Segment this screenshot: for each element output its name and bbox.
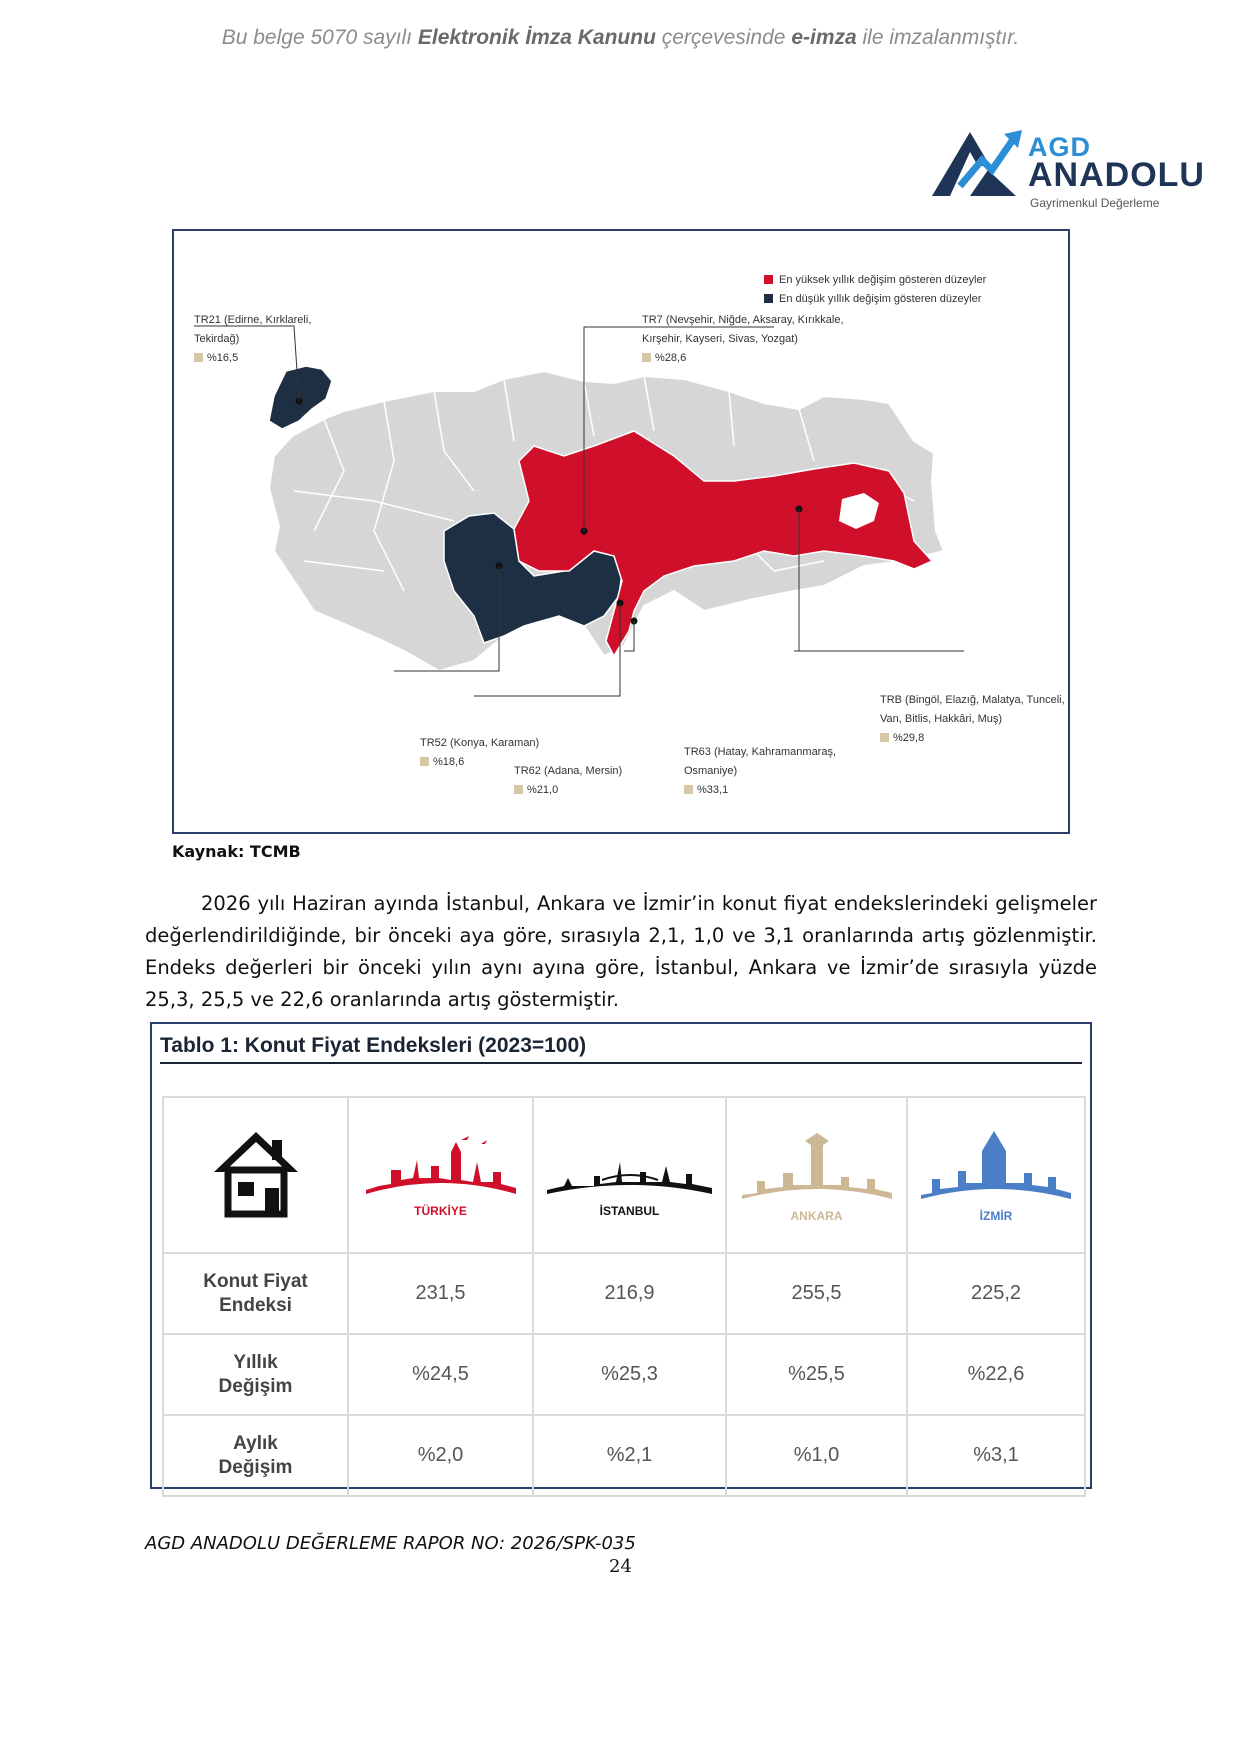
table-row bbox=[163, 1415, 1085, 1496]
column-name-istanbul: İSTANBUL bbox=[599, 1204, 660, 1218]
row-label-line1: Aylık bbox=[233, 1432, 278, 1454]
legend-label-low: En düşük yıllık değişim gösteren düzeyler bbox=[779, 293, 982, 305]
row-label-line2: Değişim bbox=[218, 1375, 293, 1397]
table-title: Tablo 1: Konut Fiyat Endeksleri (2023=100) bbox=[160, 1034, 587, 1057]
price-index-table bbox=[162, 1096, 1086, 1497]
region-value: %16,5 bbox=[194, 349, 311, 368]
row-label-index bbox=[163, 1253, 348, 1334]
banner-text: Bu belge 5070 sayılı bbox=[221, 26, 418, 49]
house-icon bbox=[210, 1126, 302, 1218]
company-logo bbox=[930, 126, 1210, 210]
region-value: %33,1 bbox=[684, 781, 836, 800]
legend-swatch-dark bbox=[764, 294, 773, 303]
region-label-trb bbox=[880, 691, 1065, 748]
region-name: TR7 (Nevşehir, Niğde, Aksaray, Kırıkkale, bbox=[642, 314, 844, 326]
region-name-cont: Tekirdağ) bbox=[194, 333, 240, 345]
cell-monthly-turkiye: %2,0 bbox=[348, 1415, 533, 1496]
logo-tagline: Gayrimenkul Değerleme bbox=[1030, 196, 1160, 210]
region-name: TR21 (Edirne, Kırklareli, bbox=[194, 314, 312, 326]
column-name-turkiye: TÜRKİYE bbox=[414, 1204, 467, 1218]
row-label-line2: Endeksi bbox=[219, 1294, 292, 1316]
region-value: %29,8 bbox=[880, 729, 1065, 748]
cell-monthly-ankara: %1,0 bbox=[726, 1415, 907, 1496]
map-legend bbox=[764, 271, 986, 309]
header-istanbul-cell bbox=[533, 1097, 726, 1253]
table-header-row bbox=[163, 1097, 1085, 1253]
row-label-line1: Konut Fiyat bbox=[203, 1270, 308, 1292]
cell-index-ankara: 255,5 bbox=[726, 1253, 907, 1334]
column-name-ankara: ANKARA bbox=[790, 1209, 843, 1223]
row-label-annual bbox=[163, 1334, 348, 1415]
logo-anadolu: ANADOLU bbox=[1028, 156, 1205, 194]
cell-annual-ankara: %25,5 bbox=[726, 1334, 907, 1415]
cell-annual-istanbul: %25,3 bbox=[533, 1334, 726, 1415]
legend-item-low bbox=[764, 290, 986, 309]
turkiye-skyline-icon bbox=[361, 1132, 521, 1202]
izmir-skyline-icon bbox=[916, 1127, 1076, 1207]
region-name-cont: Kırşehir, Kayseri, Sivas, Yozgat) bbox=[642, 333, 798, 345]
region-name-cont: Van, Bitlis, Hakkâri, Muş) bbox=[880, 713, 1003, 725]
logo-agd: AGD bbox=[1028, 132, 1091, 162]
region-label-tr21 bbox=[194, 311, 311, 368]
cell-index-istanbul: 216,9 bbox=[533, 1253, 726, 1334]
region-label-tr63 bbox=[684, 743, 836, 800]
price-index-table-figure bbox=[150, 1022, 1092, 1489]
row-label-line2: Değişim bbox=[218, 1456, 293, 1478]
banner-bold-esign: e-imza bbox=[791, 26, 857, 49]
logo-mark-icon bbox=[930, 126, 1026, 202]
cell-monthly-istanbul: %2,1 bbox=[533, 1415, 726, 1496]
cell-monthly-izmir: %3,1 bbox=[907, 1415, 1085, 1496]
table-row bbox=[163, 1334, 1085, 1415]
cell-index-izmir: 225,2 bbox=[907, 1253, 1085, 1334]
region-value: %18,6 bbox=[420, 753, 539, 772]
cell-index-turkiye: 231,5 bbox=[348, 1253, 533, 1334]
regional-map-figure bbox=[172, 229, 1070, 834]
legend-item-high bbox=[764, 271, 986, 290]
row-label-line1: Yıllık bbox=[233, 1351, 278, 1373]
region-name-cont: Osmaniye) bbox=[684, 765, 738, 777]
cell-annual-turkiye: %24,5 bbox=[348, 1334, 533, 1415]
header-house-cell bbox=[163, 1097, 348, 1253]
region-name: TR52 (Konya, Karaman) bbox=[420, 737, 540, 749]
ankara-skyline-icon bbox=[737, 1127, 897, 1207]
report-footer: AGD ANADOLU DEĞERLEME RAPOR NO: 2026/SPK-035 bbox=[145, 1533, 636, 1554]
region-name: TR62 (Adana, Mersin) bbox=[514, 765, 623, 777]
legend-swatch-red bbox=[764, 275, 773, 284]
e-signature-banner bbox=[0, 26, 1241, 50]
header-izmir-cell bbox=[907, 1097, 1085, 1253]
region-value: %21,0 bbox=[514, 781, 622, 800]
figure-source: Kaynak: TCMB bbox=[172, 842, 301, 861]
region-value: %28,6 bbox=[642, 349, 844, 368]
banner-text-mid: çerçevesinde bbox=[655, 26, 792, 49]
region-name: TR63 (Hatay, Kahramanmaraş, bbox=[684, 746, 837, 758]
row-label-monthly bbox=[163, 1415, 348, 1496]
column-name-izmir: İZMİR bbox=[979, 1209, 1013, 1223]
istanbul-skyline-icon bbox=[542, 1132, 717, 1202]
page-number: 24 bbox=[609, 1556, 632, 1577]
banner-bold-law: Elektronik İmza Kanunu bbox=[417, 26, 656, 49]
header-turkiye-cell bbox=[348, 1097, 533, 1253]
table-row bbox=[163, 1253, 1085, 1334]
region-name: TRB (Bingöl, Elazığ, Malatya, Tunceli, bbox=[880, 694, 1065, 706]
header-ankara-cell bbox=[726, 1097, 907, 1253]
body-paragraph: 2026 yılı Haziran ayında İstanbul, Ankara ve İzmir’in konut fiyat endekslerindeki gelişmeler değerlendirildiğinde, bir önceki aya göre, sırasıyla 2,1, 1,0 ve 3,1 oranlarında artış gözlenmiştir. Endeks değerleri bir önceki yılın aynı ayına göre, İstanbul, Ankara ve İzmir’de sırasıyla yüzde 25,3, 25,5 ve 22,6 oranlarında artış göstermiştir. bbox=[145, 892, 1097, 1011]
region-label-tr7 bbox=[642, 311, 844, 368]
region-label-tr62 bbox=[514, 762, 622, 800]
banner-text-end: ile imzalanmıştır. bbox=[856, 26, 1020, 49]
legend-label-high: En yüksek yıllık değişim gösteren düzeyler bbox=[779, 274, 987, 286]
table-title-rule bbox=[160, 1062, 1082, 1064]
cell-annual-izmir: %22,6 bbox=[907, 1334, 1085, 1415]
